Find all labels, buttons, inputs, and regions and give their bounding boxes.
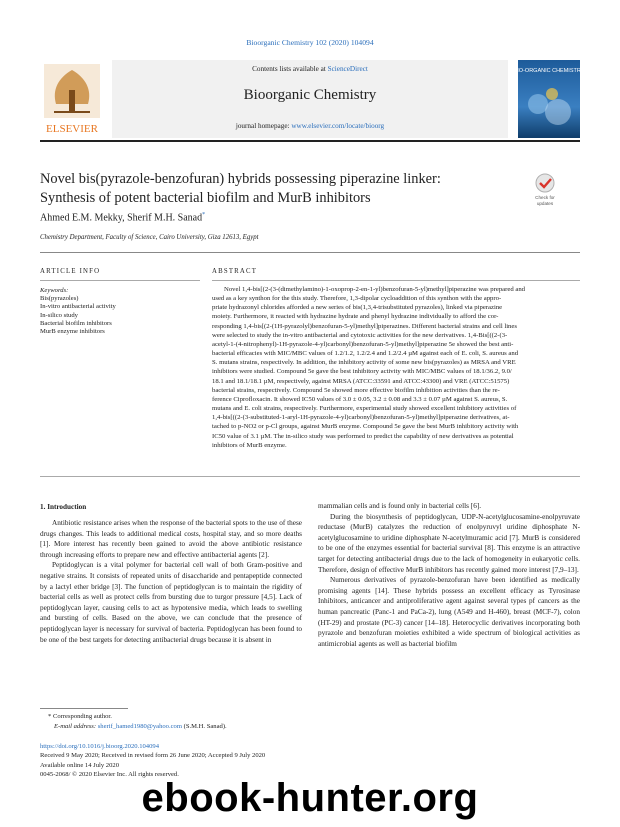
cover-artwork <box>513 60 585 138</box>
email-label: E-mail address: <box>54 722 98 730</box>
footnotes <box>40 712 340 731</box>
abstract-text <box>212 285 580 450</box>
body-left-column <box>40 518 302 645</box>
abstract-line: acetyl-1-(4-nitrophenyl)-1H-pyrazole-4-yl)carbonyl)benzofuran-5-yl)methyl]piperazine 5e showed the best anti- <box>212 340 514 348</box>
keywords-block <box>40 287 200 336</box>
check-updates-icon <box>524 172 566 208</box>
abstract-line: IC50 value of 3.1 µM. The in-silico study was performed to predict the capability of new derivatives as potential <box>212 432 514 440</box>
introduction-heading: 1. Introduction <box>40 503 87 511</box>
copyright: 0045-2068/ © 2020 Elsevier Inc. All rights reserved. <box>40 771 179 779</box>
article-info-divider <box>40 280 200 281</box>
keyword-item: In-silico study <box>40 311 78 319</box>
svg-text:ELSEVIER: ELSEVIER <box>46 123 98 135</box>
abstract-line: bacterial efficacies with MIC/MBC values of 1.2/1.2, 1.2/2.4 and 1.2/2.4 µM against each of E. coli, S. aureus and <box>212 350 519 358</box>
title-line-1: Novel bis(pyrazole-benzofuran) hybrids possessing piperazine linker: <box>40 171 441 187</box>
homepage-prefix: journal homepage: <box>235 122 292 130</box>
paragraph: During the biosynthesis of peptidoglycan, UDP-N-acetylglucosamine-enolpyruvate reductase (MurB) catalyzes the reduction of enolpyruvyl uridine diphosphate N-acetylglucosamine to uridine diphosphate N-acetylmuramic acid [7]. MurB is considered to be one of the enzymes essential for bacterial survival [8]. This enzyme is an attractive target for detecting antibacterial drugs due to the lack of homogeneity in eukaryotic cells. Therefore, design of effective MurB inhibitors has recently gained more interest [7,9–13]. <box>318 512 580 574</box>
paragraph: Peptidoglycan is a vital polymer for bacterial cell wall of both Gram-positive and negative strains. It consists of repeated units of disaccharide and pentapeptide connected by a lactyl ether bridge [3]. The function of peptidoglycan is to maintain the rigidity of bacterial cells as well as protect cells from bursting due to turgor pressure [4,5]. Lack of peptidoglycan layer, causing cells to act as hypotensive media, which leads to swelling and bursting of cells. Based on the above, we can conclude that the presence of peptidoglycan layer is necessary for survival of bacteria. Peptidoglycan has been found to be one of the best targets for detecting antibacterial drugs because it is absent in <box>40 561 302 644</box>
abstract-line: 18.1 and 18.1/18.1 µM, respectively, against MRSA (ATCC:33591 and ATCC:43300) and VRE (ATCC:51575) <box>212 377 510 385</box>
contents-line <box>112 65 508 73</box>
abstract-line: inhibitors of MurB enzyme. <box>212 441 287 449</box>
keyword-item: Bacterial biofilm inhibitors <box>40 319 112 327</box>
abstract-line: ference Ciprofloxacin. It showed IC50 values of 3.0 ± 0.05, 3.2 ± 0.08 and 3.3 ± 0.07 µM against S. aureus, S. <box>212 395 508 403</box>
abstract-line: inhibitors were studied. Compound 5e gave the best inhibitory activity with MIC/MBC values of 18.1/36.2, 9.0/ <box>212 368 512 376</box>
corresponding-author-mark[interactable]: * <box>202 212 206 218</box>
abstract-line: 1,4-bis[((2-(3-substituted-1-aryl-1H-pyrazole-4-yl)carbonyl)benzofuran-5-yl)methyl]piperazine derivatives, at- <box>212 414 510 422</box>
available-online: Available online 14 July 2020 <box>40 761 119 769</box>
received-dates: Received 9 May 2020; Received in revised form 26 June 2020; Accepted 9 July 2020 <box>40 752 266 760</box>
abstract-line: used as a key synthon for the this study. Therefore, 1,3-dipolar cycloaddition of this synthon with the appro- <box>212 295 502 303</box>
contents-prefix: Contents lists available at <box>252 65 328 73</box>
keywords-label: Keywords: <box>40 287 69 294</box>
authors-text: Ahmed E.M. Mekky, Sherif M.H. Sanad <box>40 212 203 224</box>
homepage-link[interactable]: www.elsevier.com/locate/bioorg <box>291 122 385 130</box>
abstract-line: tached to p-NO2 or p-Cl groups, against MurB enzyme. Compound 5e gave the best MurB inhibitory activity with <box>212 423 519 431</box>
abstract-line: were selected to study the in-vitro antibacterial and cytotoxic activities for the new derivatives. 1,4-Bis[((2-(3- <box>212 331 508 339</box>
email-link[interactable]: sherif_hamed1980@yahoo.com <box>97 722 182 730</box>
abstract-line: responding 1,4-bis[(2-(1H-pyrazolyl)benzofuran-5-yl)methyl]piperazines. Different bacterial strains and cell lines <box>212 322 517 330</box>
keyword-item: In-vitro antibacterial activity <box>40 303 116 311</box>
keyword-item: MurB enzyme inhibitors <box>40 328 105 336</box>
body-right-column <box>318 501 580 649</box>
header-divider <box>40 140 580 142</box>
abstract-line: Novel 1,4-bis[(2-(3-(dimethylamino)-1-oxoprop-2-en-1-yl)benzofuran-5-yl)methyl]piperazine was prepared and <box>224 286 526 293</box>
paragraph: Numerous derivatives of pyrazole-benzofuran have been identified as medically promising agents [14]. These hybrids possess an excellent efficacy as Tyrosinase Inhibitors, anticancer and antiproliferative agent against several types pf cancers as the human pancreatic (Panc-1 and PaCa-2), lung (A549 and H-460), breast (MCF-7), colon (HT-29) and prostate (PC-3) cancer [14–18]. Heterocyclic derivatives incorporating both pyrazole and benzofuran moieties exhibited a wide spectrum of biological activities as antimicrobial agents as well as bacterial biofilm <box>318 576 580 648</box>
affiliation-divider <box>40 252 580 253</box>
abstract-line: S. mutans strains, respectively. In addition, the inhibitory activity of some new bis(pyrazoles) as MRSA and VRE <box>212 359 516 367</box>
email-note <box>40 722 340 732</box>
abstract-line: priate hydrazonyl chlorides afforded a new series of bis(1,3,4-trisubstituted pyrazoles), linked via piperazine <box>212 304 503 312</box>
journal-title: Bioorganic Chemistry <box>243 87 377 103</box>
abstract-line: mutans and E. coli strains, respectively. Furthermore, experimental study showed excellent inhibitory activities of <box>212 405 517 413</box>
abstract-end-divider <box>40 476 580 477</box>
keyword-item: Bis(pyrazoles) <box>40 295 79 303</box>
abstract-heading: ABSTRACT <box>212 268 258 275</box>
journal-cover[interactable] <box>513 60 585 138</box>
abstract-line: bacterial strains, respectively. Compound 5e showed more effective biofilm inhibition activities than the re- <box>212 386 500 394</box>
paper-title <box>40 170 510 208</box>
corresponding-author-note: * Corresponding author. <box>48 713 112 720</box>
sciencedirect-link[interactable]: ScienceDirect <box>327 65 368 73</box>
abstract-line: moiety. Furthermore, it reacted with hydrazine hydrate and phenyl hydrazine individually to afford the cor- <box>212 313 499 321</box>
svg-text:updates: updates <box>536 201 554 206</box>
paragraph: mammalian cells and is found only in bacterial cells [6]. <box>318 502 482 510</box>
elsevier-logo <box>40 60 104 136</box>
svg-text:Check for: Check for <box>535 195 555 200</box>
publication-info <box>40 742 360 780</box>
paragraph: Antibiotic resistance arises when the response of the bacterial spots to the use of these drugs changes. This leads to additional medical costs, hospital stay, and so more deaths [1]. More interest has recently been gained to avoid the above antibiotic resistance through increasing efforts to prepare new and effective antibacterial agents [2]. <box>40 519 302 559</box>
footnote-divider <box>40 708 128 709</box>
title-line-2: Synthesis of potent bacterial biofilm and MurB inhibitors <box>40 190 371 206</box>
journal-reference[interactable]: Bioorganic Chemistry 102 (2020) 104094 <box>246 38 374 47</box>
watermark: ebook-hunter.org <box>141 776 479 820</box>
email-suffix: (S.M.H. Sanad). <box>181 722 227 730</box>
article-info-heading: ARTICLE INFO <box>40 268 101 275</box>
author-list <box>40 212 205 223</box>
affiliation: Chemistry Department, Faculty of Science, Cairo University, Giza 12613, Egypt <box>40 234 259 241</box>
journal-homepage <box>112 122 508 130</box>
svg-text:BIO-ORGANIC CHEMISTRY: BIO-ORGANIC CHEMISTRY <box>513 68 585 74</box>
abstract-divider <box>212 280 580 281</box>
check-for-updates-badge[interactable] <box>524 172 566 208</box>
doi-link[interactable]: https://doi.org/10.1016/j.bioorg.2020.104094 <box>40 743 159 750</box>
